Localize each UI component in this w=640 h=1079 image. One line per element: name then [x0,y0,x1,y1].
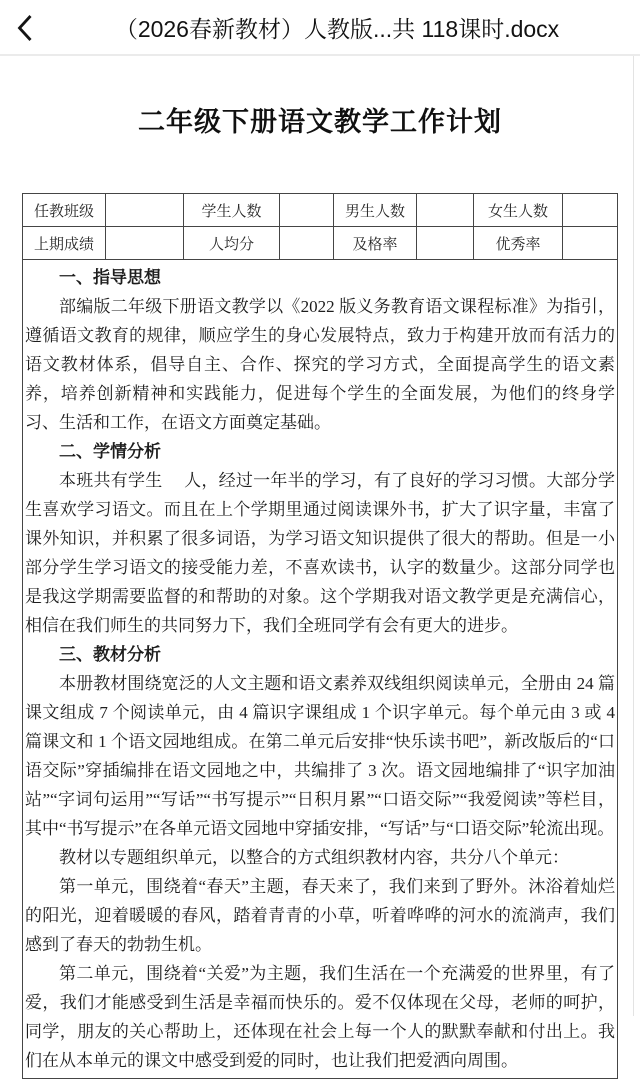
info-table [22,193,618,1079]
paragraph: 第一单元，围绕着“春天”主题，春天来了，我们来到了野外。沐浴着灿烂的阳光，迎着暖暖的春风，踏着青青的小草，听着哗哗的河水的流淌声，我们感到了春天的勃勃生机。 [25,877,615,954]
cell-prevscore-label: 上期成绩 [23,227,106,260]
cell-girls-value [563,194,618,227]
page-edge-line [633,56,634,1016]
back-button[interactable] [0,12,40,42]
document-title: 二年级下册语文教学工作计划 [138,107,502,137]
info-table-row [23,227,618,260]
cell-passrate-value [417,227,474,260]
section-heading-learning-analysis: 二、学情分析 [59,442,161,461]
file-title: （2026春新教材）人教版...共 118课时.docx [114,15,560,42]
cell-boys-value [417,194,474,227]
paragraph: 本班共有学生 人，经过一年半的学习，有了良好的学习习惯。大部分学生喜欢学习语文。而且在上个学期里通过阅读课外书，扩大了识字量，丰富了课外知识，并积累了很多词语，为学习语文知识提供了很大的帮助。但是一小部分学生学习语文的接受能力差，不喜欢读书，认字的数量少。这部分同学也是我这学期需要监督的和帮助的对象。这个学期我对语文教学更是充满信心，相信在我们师生的共同努力下，我们全班同学有会有更大的进步。 [25,471,615,635]
paragraph: 本册教材围绕宽泛的人文主题和语文素养双线组织阅读单元，全册由 24 篇课文组成 7 个阅读单元，由 4 篇识字课组成 1 个识字单元。每个单元由 3 或 4 篇课文和 1 个语文园地组成。在第二单元后安排“快乐读书吧”，新改版后的“口语交际”穿插编排在语文园地之中，共编排了 3 次。语文园地编排了“识字加油站”“字词句运用”“写话”“书写提示”“日积月累”“口语交际”“我爱阅读”等栏目，其中“书写提示”在各单元语文园地中穿插安排，“写话”与“口语交际”轮流出现。 [25,674,615,838]
cell-class-label: 任教班级 [23,194,106,227]
cell-girls-label: 女生人数 [474,194,563,227]
document-page[interactable] [0,56,640,1070]
info-table-row [23,194,618,227]
cell-prevscore-value [106,227,184,260]
paragraph: 第二单元，围绕着“关爱”为主题，我们生活在一个充满爱的世界里，有了爱，我们才能感受到生活是幸福而快乐的。爱不仅体现在父母，老师的呵护，同学，朋友的关心帮助上，还体现在社会上每一个人的默默奉献和付出上。我们在从本单元的课文中感受到爱的同时，也让我们把爱洒向周围。 [25,964,615,1070]
cell-class-value [106,194,184,227]
cell-average-label: 人均分 [184,227,280,260]
cell-boys-label: 男生人数 [334,194,417,227]
section-heading-textbook-analysis: 三、教材分析 [59,645,161,664]
cell-excellentrate-value [563,227,618,260]
paragraph: 教材以专题组织单元，以整合的方式组织教材内容，共分八个单元： [59,848,569,867]
content-row [23,260,618,1079]
cell-students-value [280,194,334,227]
cell-excellentrate-label: 优秀率 [474,227,563,260]
document-body [23,260,618,1079]
cell-students-label: 学生人数 [184,194,280,227]
paragraph: 部编版二年级下册语文教学以《2022 版义务教育语文课程标准》为指引，遵循语文教育的规律，顺应学生的身心发展特点，致力于构建开放而有活力的语文教材体系，倡导自主、合作、探究的学习方式，全面提高学生的语文素养，培养创新精神和实践能力，促进每个学生的全面发展，为他们的终身学习、生活和工作，在语文方面奠定基础。 [25,297,615,432]
nav-bar [0,0,640,54]
cell-passrate-label: 及格率 [334,227,417,260]
chevron-left-icon [16,14,34,42]
section-heading-guiding-ideology: 一、指导思想 [59,268,161,287]
cell-average-value [280,227,334,260]
